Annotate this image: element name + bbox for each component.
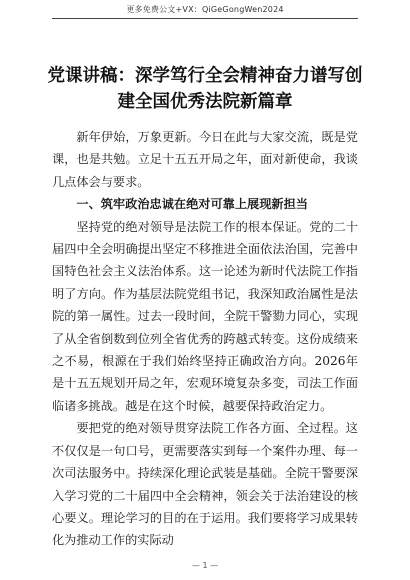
document-title: 党课讲稿：深学笃行全会精神奋力谱写创建全国优秀法院新篇章 (47, 66, 363, 112)
page-number: — 1 — (191, 561, 219, 570)
page-header: 更多免费公文+VX：QiGeGongWen2024 (126, 5, 284, 14)
document-body (52, 126, 358, 552)
intro-paragraph: 新年伊始，万象更新。今日在此与大家交流，既是党课，也是共勉。立足十五五开局之年，面对新使命，我谈几点体会与要求。 (52, 130, 358, 189)
header-divider (52, 18, 358, 19)
section-heading: 一、筑牢政治忠诚在绝对可靠上展现新担当 (76, 197, 308, 212)
body-paragraph: 要把党的绝对领导贯穿法院工作各方面、全过程。这不仅仅是一句口号，更需要落实到每一个案件办理、每一次司法服务中。持续深化理论武装是基础。全院干警要深入学习党的二十届四中全会精神，领会关于法治建设的核心要义。理论学习的目的在于运用。我们要将学习成果转化为推动工作的实际动 (52, 421, 358, 548)
body-paragraph: 坚持党的绝对领导是法院工作的根本保证。党的二十届四中全会明确提出坚定不移推进全面依法治国，完善中国特色社会主义法治体系。这一论述为新时代法院工作指明了方向。作为基层法院党组书记，我深知政治属性是法院的第一属性。过去一段时间，全院干警勠力同心，实现了从全省倒数到位列全省优秀的跨越式转变。这份成绩来之不易，根源在于我们始终坚持正确政治方向。2026年是十五五规划开局之年，宏观环境复杂多变，司法工作面临诸多挑战。越是在这个时候，越要保持政治定力。 (52, 219, 358, 413)
